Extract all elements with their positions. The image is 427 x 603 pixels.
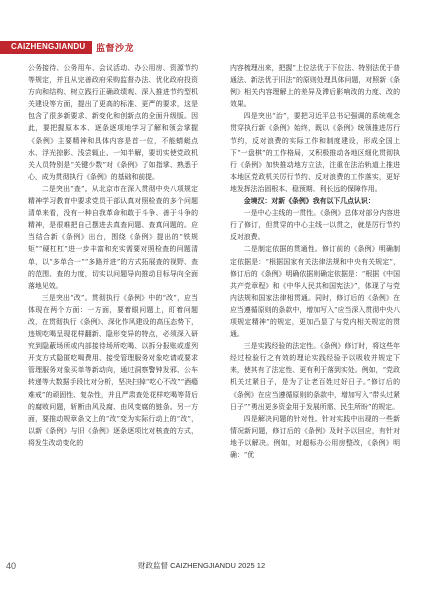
paragraph: 二是突出“查”。从北京市在深入贯彻中央八项规定精神学习教育中要求党员干部认真对照检查的多个问题清单来看，没有一种自我革命和敢于斗争、善于斗争的精神，是很难把自己摆进去真查问题、查真问题的。应当结合新《条例》出台，围绕《条例》提出的“铁规矩”“硬杠杠”进一步丰富和充实需要对照检查的问题清单，以“多单合一”“多路并进”的方式拓展查的视野、查的范围、查的力度，切实以问题导向推动目标导向全面落地见效。 xyxy=(28,184,198,290)
speaker-paragraph: 金境汉：对新《条例》我有以下几点认识： xyxy=(243,197,375,206)
page-number: 40 xyxy=(6,561,17,571)
paragraph: 公务接待、公务用车、会议活动、办公用房、资源节约等规定，并且从完善政府采购监督办法、优化政府投资方向和结构、树立践行正确政绩观、深入推进节约型机关建设等方面，提出了更高的标准、更严的要求，这是包含了很多新要求、新变化和创新点的全面升级版。因此，要把握原本本、逐条逐项地学习了解和领会掌握《条例》主要精神和具体内容是首一位，不能蜻蜓点水、浮光掠影、浅尝辄止、一知半解，要切实使党政机关人员特别是“关键少数”对《条例》了如指掌、熟悉于心，成为贯彻执行《条例》的基础和前提。 xyxy=(28,64,198,181)
paragraph: 四是突出“治”，要把习近平总书记强调的系统观念贯穿执行新《条例》始终，既以《条例》统领推进厉行节约，反对浪费的实际工作和制度建设，形成全国上下“一盘棋”的工作格局，又积极推动各地区细化贯彻执行《条例》加快推动地方立法，注重在法治轨道上推进本地区党政机关厉行节约、反对浪费的工作落实，更好地发挥法治固根本、稳预期、利长远的保障作用。 xyxy=(230,112,400,193)
paragraph: 内容梳理出来，把握“上位法优于下位法、特别法优于普通法、新法优于旧法”的原则处理具体问题，对照新《条例》相关内容理解上的差异及滞后影响改的力度、改的效果。 xyxy=(230,64,400,109)
paragraph: 二是制定依据的贯通性。修订前的《条例》明确制定依据是：“根据国家有关法律法规和中央有关规定”，修订后的《条例》明确依据则确定依据是：“根据《中国共产党章程》和《中华人民共和国宪法》”，体现了与党内法规和国家法律相贯通。同时，修订后的《条例》在应当遵循原则的条款中，增加写入“应当深入贯彻中央八项规定精神”的规定，更加凸显了与党内相关规定的贯通。 xyxy=(230,245,400,339)
section-title: 监督沙龙 xyxy=(96,43,135,53)
page-footer: 财政监督 CAIZHENGJIANDU 2025 12 xyxy=(138,561,266,570)
left-column xyxy=(28,62,198,552)
right-column xyxy=(230,62,400,552)
magazine-logo: CAIZHENGJIANDU xyxy=(11,42,86,51)
paragraph: 一是中心主线的一贯性。《条例》总体对部分内容进行了修订，但贯穿的中心主线一以贯之，就是厉行节约反对浪费。 xyxy=(230,209,400,242)
paragraph: 四是解决问题的针对性。针对实践中出现的一些新情况新问题，修订后的《条例》及时予以回应，有针对地予以解决。例如，对超标办公用房整改，《条例》明确：“优 xyxy=(230,414,400,459)
paragraph: 三是实践经验的法定性。《条例》修订时，将这些年经过检验行之有效的理论实践经验予以吸收并规定下来，使其有了法定性、更有利于落到实处。例如，“党政机关过紧日子，是为了让老百姓过好日子。”修订后的《条例》在应当遵循原则的条款中，增加写入“带头过紧日子”“勇出更多资金用于发展所需、民生所盼”的规定。 xyxy=(230,342,400,411)
page-header xyxy=(0,0,427,58)
paragraph: 三是突出“改”。贯彻执行《条例》中的“改”，应当体现在两个方面：一方面，要着眼问题上，盯着问题改，在贯彻执行《条例》、深化作风建设的高压态势下，违规吃喝呈现花样翻新、隐形变异的特点，必须深入研究到隐蔽场所或内部接待场所吃喝、以拆分报账或虚列开支方式隐匿吃喝费用、接受管理服务对象吃请或要求管理服务对象买单等新动向，通过洞察警钟发邪、公车转递等大数据手段比对分析，坚决扫掉“吃心不改”“酒瘾难戒”的顽固性、复杂性，并且严肃查处花样吃喝等背后的腐败问题，斩断由风及腐、由风变腐的链条。另一方面，要推动规章条文上的“改”变为实际行动上的“改”，以新《条例》与旧《条例》逐条逐项比对核查的方式，将发生改动变化的 xyxy=(28,293,198,447)
